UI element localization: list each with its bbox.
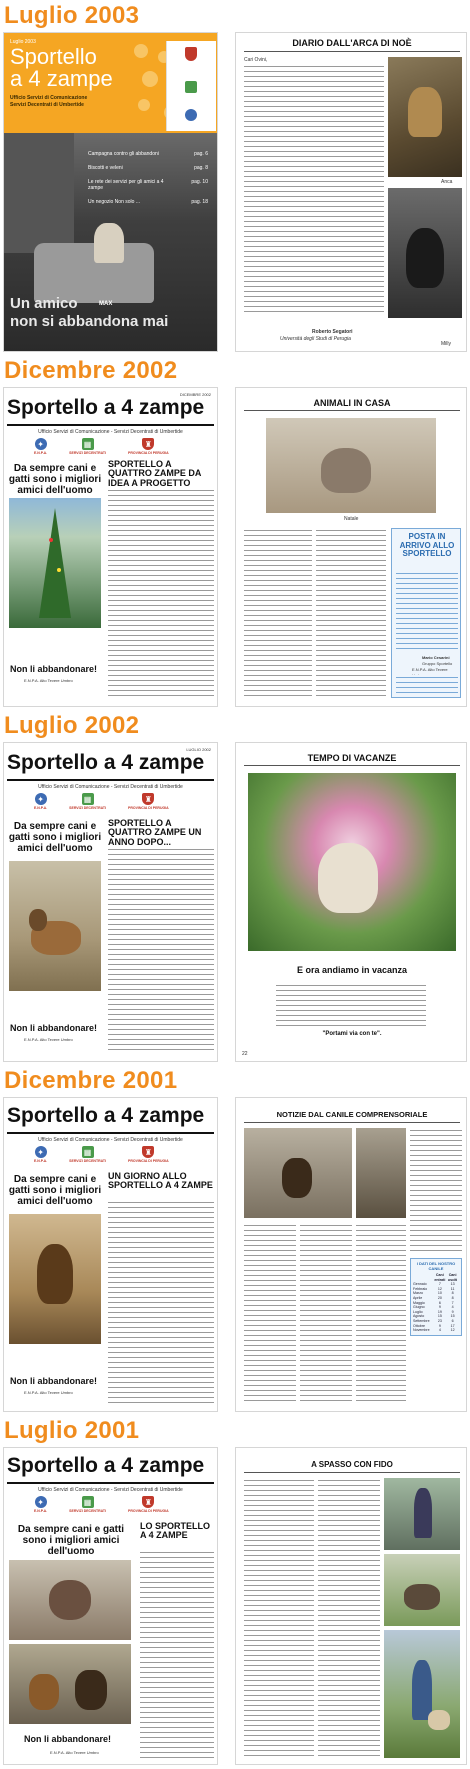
photo-building bbox=[4, 133, 74, 253]
table-cell: 9 bbox=[438, 1305, 441, 1310]
servizi-logo-icon bbox=[185, 81, 197, 93]
table-cell: 15 bbox=[450, 1314, 455, 1319]
logo-row bbox=[34, 1496, 169, 1513]
photo-caption: Natale bbox=[344, 516, 359, 522]
masthead-rule bbox=[7, 424, 214, 426]
masthead-rule bbox=[7, 1132, 214, 1134]
issue-dicembre-2001 bbox=[0, 1065, 470, 1415]
cat-photo bbox=[266, 418, 436, 513]
enpa-credit: E.N.P.A. Alto Tevere Umbro bbox=[24, 1390, 73, 1395]
issue-date-heading: Dicembre 2002 bbox=[4, 357, 178, 384]
cover-contents bbox=[88, 151, 208, 205]
table-cell: 12 bbox=[450, 1328, 455, 1333]
cat-photo bbox=[9, 1560, 131, 1640]
masthead: Sportello a 4 zampe bbox=[7, 1454, 205, 1477]
logo-label: SERVIZI DECENTRATI bbox=[69, 1509, 106, 1513]
cat-photo bbox=[388, 188, 462, 318]
table-cell: 13 bbox=[450, 1282, 455, 1287]
table-cell: 19 bbox=[437, 1309, 442, 1314]
table-header-row bbox=[413, 1273, 459, 1282]
title-rule bbox=[244, 1122, 460, 1123]
servizi-logo-icon: ▦ bbox=[82, 438, 94, 450]
front-page bbox=[3, 387, 218, 707]
contents-item-3-page: pag. 10 bbox=[191, 179, 208, 185]
masthead: Sportello a 4 zampe bbox=[7, 1104, 205, 1127]
dogs-grass-photo bbox=[384, 1554, 460, 1626]
article-title: UN GIORNO ALLO SPORTELLO A 4 ZAMPE bbox=[108, 1171, 213, 1191]
table-cell: Novembre bbox=[413, 1328, 430, 1333]
table-cell: Giugno bbox=[413, 1305, 425, 1310]
diary-signature-role: Università degli Studi di Perugia bbox=[280, 336, 351, 342]
table-cell: 7 bbox=[438, 1282, 441, 1287]
col-1-text bbox=[244, 528, 312, 698]
office-line: Ufficio Servizi di Comunicazione - Servizi Decentrati di Umbertide bbox=[38, 429, 183, 435]
caption-milly: Milly bbox=[441, 341, 451, 347]
logo-label: E.N.P.A. bbox=[34, 1159, 48, 1163]
col-4-text bbox=[410, 1128, 462, 1254]
cover-title-line2: a 4 zampe bbox=[10, 66, 113, 91]
vacanze-title: TEMPO DI VACANZE bbox=[307, 753, 397, 763]
col-2-text bbox=[316, 528, 386, 698]
caption-anca: Anca bbox=[441, 179, 453, 185]
article-text bbox=[108, 488, 214, 698]
article-title: LO SPORTELLO A 4 ZAMPE bbox=[140, 1521, 211, 1541]
canile-title: NOTIZIE DAL CANILE COMPRENSORIALE bbox=[276, 1110, 428, 1119]
issue-date-heading: Luglio 2003 bbox=[4, 2, 140, 29]
table-header-cell: Cani entrati bbox=[434, 1273, 446, 1282]
table-cell: Luglio bbox=[413, 1309, 423, 1314]
slogan: Da sempre cani e gatti sono i migliori amici dell'uomo bbox=[8, 463, 102, 496]
posta-title: POSTA IN ARRIVO ALLO SPORTELLO bbox=[399, 532, 455, 558]
crest-icon bbox=[185, 47, 197, 61]
date-small: DICEMBRE 2002 bbox=[179, 392, 211, 397]
article-text bbox=[108, 847, 214, 1053]
diary-text bbox=[244, 64, 384, 314]
posta-box bbox=[391, 528, 461, 698]
masthead: Sportello a 4 zampe bbox=[7, 751, 205, 774]
article-text bbox=[108, 1200, 214, 1406]
servizi-logo-icon: ▦ bbox=[82, 1496, 94, 1508]
contents-item-1-label: Campagna contro gli abbandoni bbox=[88, 151, 159, 157]
article-text bbox=[140, 1550, 214, 1760]
kennel-photo bbox=[244, 1128, 352, 1218]
front-page bbox=[3, 1447, 218, 1765]
dogs-photo bbox=[356, 1128, 406, 1218]
col-1-text bbox=[244, 1478, 314, 1758]
dog-photo bbox=[9, 861, 101, 991]
logo-label: SERVIZI DECENTRATI bbox=[69, 451, 106, 455]
cover-sign: MAX bbox=[99, 301, 113, 307]
posta-signature: Mario Cesarini bbox=[422, 655, 450, 660]
enpa-logo-icon: ✦ bbox=[35, 1496, 47, 1508]
table-cell: 6 bbox=[438, 1300, 441, 1305]
table-cell: Aprile bbox=[413, 1295, 423, 1300]
contents-item-3-label: Le rete dei servizi per gli amici a 4 zampe bbox=[88, 179, 164, 191]
col-1-text bbox=[244, 1223, 296, 1405]
table-cell: 7 bbox=[451, 1300, 454, 1305]
spasso-page bbox=[235, 1447, 467, 1765]
table-cell: 4 bbox=[438, 1328, 441, 1333]
title-rule bbox=[244, 765, 460, 766]
logo-row bbox=[34, 793, 169, 810]
table-cell: 9 bbox=[438, 1323, 441, 1328]
cover-page bbox=[3, 32, 218, 352]
office-line: Ufficio Servizi di Comunicazione - Servizi Decentrati di Umbertide bbox=[38, 1487, 183, 1493]
contents-item-4-label: Un negozio Non solo ... bbox=[88, 199, 140, 205]
diary-page bbox=[235, 32, 467, 352]
enpa-credit: E.N.P.A. Alto Tevere Umbro bbox=[24, 678, 73, 683]
date-small: LUGLIO 2002 bbox=[186, 747, 211, 752]
logo-label: PROVINCIA DI PERUGIA bbox=[128, 806, 169, 810]
provincia-crest-icon: ♜ bbox=[142, 1496, 154, 1508]
logo-label: PROVINCIA DI PERUGIA bbox=[128, 1509, 169, 1513]
diary-title: DIARIO DALL'ARCA DI NOÈ bbox=[292, 38, 412, 48]
article-title: SPORTELLO A QUATTRO ZAMPE UN ANNO DOPO... bbox=[108, 818, 202, 847]
posta-org: E.N.P.A. Alto Tevere bbox=[412, 667, 448, 672]
col-3-text bbox=[356, 1223, 406, 1405]
photo-dog bbox=[94, 223, 124, 263]
provincia-crest-icon: ♜ bbox=[142, 1146, 154, 1158]
vacation-text bbox=[276, 983, 426, 1027]
cover-title-line1: Sportello bbox=[10, 44, 97, 69]
enpa-credit: E.N.P.A. Alto Tevere Umbro bbox=[50, 1750, 99, 1755]
slogan: Da sempre cani e gatti sono i migliori amici dell'uomo bbox=[8, 821, 102, 854]
logo-label: SERVIZI DECENTRATI bbox=[69, 806, 106, 810]
issue-date-heading: Luglio 2001 bbox=[4, 1417, 140, 1444]
provincia-crest-icon: ♜ bbox=[142, 793, 154, 805]
animali-page bbox=[235, 387, 467, 707]
diary-signature: Roberto Segatori bbox=[312, 329, 353, 335]
masthead: Sportello a 4 zampe bbox=[7, 396, 205, 419]
table-body bbox=[413, 1273, 459, 1333]
dog-photo bbox=[9, 1214, 101, 1344]
contents-item-2-label: Biscotti e veleni bbox=[88, 165, 123, 171]
enpa-logo-icon: ✦ bbox=[35, 438, 47, 450]
table-cell: 12 bbox=[437, 1286, 442, 1291]
logo-label: SERVIZI DECENTRATI bbox=[69, 1159, 106, 1163]
footer-slogan: Non li abbandonare! bbox=[10, 664, 98, 674]
animali-title: ANIMALI IN CASA bbox=[313, 398, 391, 408]
table-title: I DATI DEL NOSTRO CANILE bbox=[416, 1261, 456, 1271]
cover-subtitle-line2: Servizi Decentrati di Umbertide bbox=[10, 102, 84, 108]
enpa-logo-icon bbox=[185, 109, 197, 121]
enpa-logo-icon: ✦ bbox=[35, 793, 47, 805]
tree-photo bbox=[9, 498, 101, 628]
table-cell: 6 bbox=[451, 1318, 454, 1323]
contents-item-4-page: pag. 18 bbox=[191, 199, 208, 205]
table-cell: Ottobre bbox=[413, 1323, 425, 1328]
posta-role: Gruppo Sportello bbox=[422, 661, 453, 666]
girl-dog-photo bbox=[384, 1630, 460, 1758]
logo-row bbox=[34, 1146, 169, 1163]
title-rule bbox=[244, 410, 460, 411]
posta-text bbox=[396, 571, 458, 649]
footer-slogan: Non li abbandonare! bbox=[10, 1376, 98, 1386]
table-cell: 20 bbox=[437, 1295, 442, 1300]
table-cell: 11 bbox=[450, 1286, 455, 1291]
servizi-logo-icon: ▦ bbox=[82, 793, 94, 805]
front-page bbox=[3, 742, 218, 1062]
contents-item-1-page: pag. 6 bbox=[194, 151, 208, 157]
cover-small-label: Luglio 2003 bbox=[10, 39, 36, 45]
slogan: Da sempre cani e gatti sono i migliori amici dell'uomo bbox=[17, 1524, 125, 1557]
table-cell: 17 bbox=[450, 1323, 455, 1328]
footer-slogan: Non li abbandonare! bbox=[10, 1023, 98, 1033]
servizi-logo-icon: ▦ bbox=[82, 1146, 94, 1158]
col-2-text bbox=[318, 1478, 380, 1758]
issue-date-heading: Luglio 2002 bbox=[4, 712, 140, 739]
issue-dicembre-2002 bbox=[0, 355, 470, 710]
office-line: Ufficio Servizi di Comunicazione - Servizi Decentrati di Umbertide bbox=[38, 1137, 183, 1143]
table-cell: 8 bbox=[451, 1291, 454, 1296]
dogs-photo bbox=[9, 1644, 131, 1724]
logo-label: E.N.P.A. bbox=[34, 1509, 48, 1513]
logo-label: E.N.P.A. bbox=[34, 806, 48, 810]
table-cell: Marzo bbox=[413, 1291, 423, 1296]
table-cell: 9 bbox=[451, 1309, 454, 1314]
cover-subtitle-line1: Ufficio Servizi di Comunicazione bbox=[10, 95, 88, 101]
col-2-text bbox=[300, 1223, 352, 1405]
title-rule bbox=[244, 1472, 460, 1473]
issue-luglio-2003 bbox=[0, 0, 470, 355]
dog-flowers-photo bbox=[248, 773, 456, 951]
issue-luglio-2002 bbox=[0, 710, 470, 1065]
table-cell: Agosto bbox=[413, 1314, 425, 1319]
logo-row bbox=[34, 438, 169, 455]
logo-label: PROVINCIA DI PERUGIA bbox=[128, 451, 169, 455]
table-cell: 15 bbox=[437, 1314, 442, 1319]
vacanze-page bbox=[235, 742, 467, 1062]
issue-date-heading: Dicembre 2001 bbox=[4, 1067, 178, 1094]
table-cell: Febbraio bbox=[413, 1286, 428, 1291]
provincia-crest-icon: ♜ bbox=[142, 438, 154, 450]
article-title: SPORTELLO A QUATTRO ZAMPE DA IDEA A PROGETTO bbox=[108, 459, 201, 488]
masthead-rule bbox=[7, 779, 214, 781]
table-cell: 4 bbox=[451, 1305, 454, 1310]
office-line: Ufficio Servizi di Comunicazione - Servizi Decentrati di Umbertide bbox=[38, 784, 183, 790]
enpa-credit: E.N.P.A. Alto Tevere Umbro bbox=[24, 1037, 73, 1042]
front-page bbox=[3, 1097, 218, 1412]
logo-label: PROVINCIA DI PERUGIA bbox=[128, 1159, 169, 1163]
cover-banner-line2: non si abbandona mai bbox=[10, 313, 169, 330]
cover-white-panel bbox=[166, 41, 216, 131]
vacation-closing: "Portami via con te". bbox=[322, 1031, 382, 1037]
title-rule bbox=[244, 51, 460, 52]
dog-photo bbox=[388, 57, 462, 177]
footer-slogan: Non li abbandonare! bbox=[24, 1734, 112, 1744]
cover-banner-line1: Un amico bbox=[10, 295, 78, 312]
masthead-rule bbox=[7, 1482, 214, 1484]
posta-text-2 bbox=[396, 675, 458, 695]
spasso-title: A SPASSO CON FIDO bbox=[311, 1460, 393, 1469]
table-header-cell bbox=[413, 1273, 433, 1282]
page-number: 22 bbox=[242, 1051, 248, 1057]
diary-greeting: Cari Ovini, bbox=[244, 57, 268, 63]
logo-label: E.N.P.A. bbox=[34, 451, 48, 455]
contents-item-2-page: pag. 8 bbox=[194, 165, 208, 171]
table-row bbox=[413, 1328, 459, 1333]
canile-page bbox=[235, 1097, 467, 1412]
issue-luglio-2001 bbox=[0, 1415, 470, 1769]
canile-table bbox=[410, 1258, 462, 1336]
table-cell: 10 bbox=[437, 1291, 442, 1296]
enpa-logo-icon: ✦ bbox=[35, 1146, 47, 1158]
table-cell: Maggio bbox=[413, 1300, 425, 1305]
woman-dog-photo bbox=[384, 1478, 460, 1550]
table-cell: 8 bbox=[451, 1295, 454, 1300]
slogan: Da sempre cani e gatti sono i migliori amici dell'uomo bbox=[8, 1174, 102, 1207]
table-header-cell: Cani usciti bbox=[447, 1273, 458, 1282]
table-cell: Settembre bbox=[413, 1318, 430, 1323]
table-cell: 23 bbox=[437, 1318, 442, 1323]
table-cell: Gennaio bbox=[413, 1282, 427, 1287]
vacation-heading: E ora andiamo in vacanza bbox=[296, 965, 408, 975]
